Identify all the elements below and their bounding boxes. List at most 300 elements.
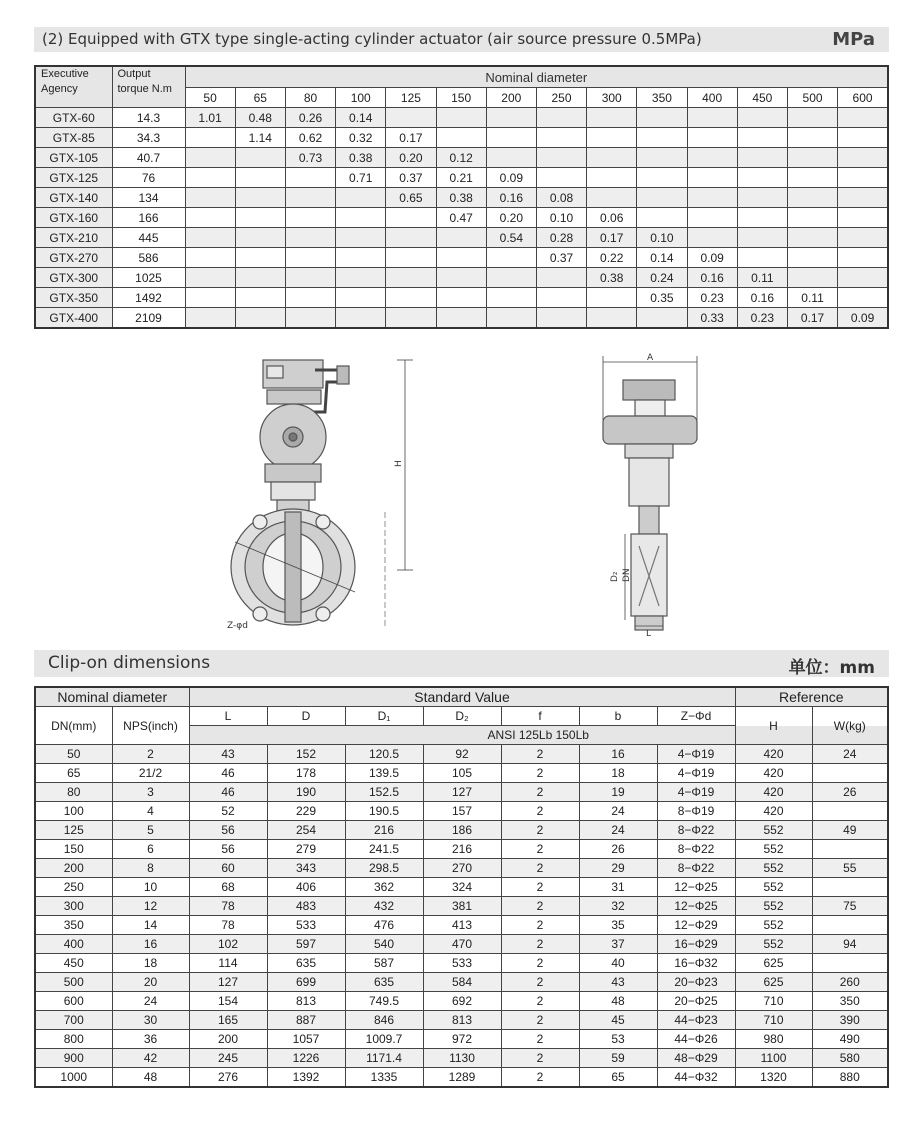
torque-value-cell: 0.65	[386, 188, 436, 208]
torque-value-cell	[436, 268, 486, 288]
torque-value-cell: 0.23	[687, 288, 737, 308]
torque-value-cell: 0.38	[587, 268, 637, 288]
dim-label-h: H	[394, 460, 404, 467]
torque-value-cell: 0.71	[336, 168, 386, 188]
dimension-cell: 2	[501, 840, 579, 859]
torque-value-cell	[787, 168, 837, 188]
diameter-col: 50	[185, 88, 235, 108]
dimension-cell: 1226	[267, 1049, 345, 1068]
dimension-cell: 165	[189, 1011, 267, 1030]
dimension-cell: 56	[189, 821, 267, 840]
torque-value-cell	[637, 108, 687, 128]
table-row	[35, 821, 888, 840]
dimension-cell: 190	[267, 783, 345, 802]
table-row	[35, 208, 888, 228]
dimension-cell: 92	[423, 745, 501, 764]
diameter-col: 500	[787, 88, 837, 108]
dimension-cell: 14	[112, 916, 189, 935]
dimension-cell: 127	[423, 783, 501, 802]
col-executive-agency: Executive Agency	[35, 66, 112, 108]
dimension-cell: 2	[501, 954, 579, 973]
dimension-cell: 78	[189, 916, 267, 935]
torque-cell: 40.7	[112, 148, 185, 168]
torque-value-cell	[787, 268, 837, 288]
torque-value-cell	[687, 228, 737, 248]
dimension-cell: 31	[579, 878, 657, 897]
torque-value-cell	[787, 208, 837, 228]
dimension-cell: 2	[501, 1068, 579, 1088]
torque-value-cell	[386, 228, 436, 248]
torque-value-cell: 0.14	[637, 248, 687, 268]
torque-value-cell	[838, 288, 888, 308]
table-row	[35, 308, 888, 329]
torque-value-cell	[787, 108, 837, 128]
dimension-cell: 52	[189, 802, 267, 821]
torque-value-cell: 0.24	[637, 268, 687, 288]
actuator-torque-table	[34, 65, 889, 329]
torque-value-cell	[185, 308, 235, 329]
torque-value-cell	[185, 168, 235, 188]
torque-value-cell	[838, 268, 888, 288]
torque-value-cell	[838, 168, 888, 188]
nominal-diameter-header: Nominal diameter	[185, 66, 888, 88]
dimension-cell: 43	[579, 973, 657, 992]
dimension-cell: 4	[112, 802, 189, 821]
dimension-cell: 470	[423, 935, 501, 954]
dimension-cell: 635	[267, 954, 345, 973]
torque-value-cell	[185, 128, 235, 148]
dimension-cell: 1130	[423, 1049, 501, 1068]
dimension-cell: 65	[35, 764, 112, 783]
torque-value-cell	[235, 168, 285, 188]
table-row	[35, 878, 888, 897]
torque-value-cell: 0.54	[486, 228, 536, 248]
std-col-header: f	[501, 707, 579, 726]
dimension-cell: 20−Φ23	[657, 973, 735, 992]
torque-value-cell	[687, 128, 737, 148]
table-row	[35, 764, 888, 783]
diameter-col: 250	[536, 88, 586, 108]
torque-value-cell: 0.20	[386, 148, 436, 168]
table-row	[35, 128, 888, 148]
dimension-cell: 75	[812, 897, 888, 916]
dimension-cell: 420	[735, 764, 812, 783]
dimension-cell: 324	[423, 878, 501, 897]
torque-value-cell: 0.11	[737, 268, 787, 288]
dimension-cell: 12−Φ25	[657, 878, 735, 897]
torque-value-cell: 1.14	[235, 128, 285, 148]
torque-value-cell	[486, 288, 536, 308]
torque-value-cell	[235, 268, 285, 288]
torque-value-cell	[587, 108, 637, 128]
table-row	[35, 1011, 888, 1030]
dimension-cell: 8−Φ22	[657, 859, 735, 878]
std-col-header: Z−Φd	[657, 707, 735, 726]
torque-value-cell	[235, 208, 285, 228]
torque-value-cell: 0.16	[486, 188, 536, 208]
torque-value-cell	[687, 108, 737, 128]
table-row	[35, 954, 888, 973]
dimension-cell: 476	[345, 916, 423, 935]
dimension-cell: 584	[423, 973, 501, 992]
torque-cell: 34.3	[112, 128, 185, 148]
torque-value-cell	[687, 148, 737, 168]
dimension-cell: 30	[112, 1011, 189, 1030]
dimension-cell: 533	[267, 916, 345, 935]
torque-value-cell: 0.33	[687, 308, 737, 329]
torque-value-cell	[235, 148, 285, 168]
dimension-cell: 400	[35, 935, 112, 954]
dimension-cell: 692	[423, 992, 501, 1011]
torque-value-cell: 0.73	[285, 148, 335, 168]
model-cell: GTX-140	[35, 188, 112, 208]
section-header-actuator	[34, 27, 889, 52]
torque-value-cell: 0.22	[587, 248, 637, 268]
torque-value-cell	[386, 268, 436, 288]
torque-value-cell	[285, 208, 335, 228]
torque-value-cell	[587, 148, 637, 168]
dimension-cell: 2	[501, 935, 579, 954]
torque-value-cell	[386, 308, 436, 329]
dimension-cell: 1320	[735, 1068, 812, 1088]
dimension-cell: 8−Φ19	[657, 802, 735, 821]
dimension-cell: 4−Φ19	[657, 783, 735, 802]
torque-value-cell	[185, 268, 235, 288]
dimension-cell: 2	[501, 764, 579, 783]
model-cell: GTX-105	[35, 148, 112, 168]
dimension-cell: 597	[267, 935, 345, 954]
dimension-cell: 152	[267, 745, 345, 764]
dimension-cell: 362	[345, 878, 423, 897]
dimension-cell: 59	[579, 1049, 657, 1068]
torque-value-cell	[436, 108, 486, 128]
dimension-cell: 1335	[345, 1068, 423, 1088]
dimension-cell: 216	[423, 840, 501, 859]
torque-value-cell	[436, 228, 486, 248]
torque-value-cell	[536, 288, 586, 308]
torque-value-cell	[587, 188, 637, 208]
table-row	[35, 935, 888, 954]
torque-cell: 14.3	[112, 108, 185, 128]
dimension-cell: 350	[812, 992, 888, 1011]
dimension-cell: 42	[112, 1049, 189, 1068]
dimension-cell: 490	[812, 1030, 888, 1049]
torque-cell: 1492	[112, 288, 185, 308]
table-row	[35, 288, 888, 308]
torque-value-cell	[185, 188, 235, 208]
torque-value-cell	[536, 308, 586, 329]
diameter-col: 100	[336, 88, 386, 108]
dimension-cell	[812, 764, 888, 783]
dimension-cell: 8−Φ22	[657, 821, 735, 840]
dimension-cell: 813	[267, 992, 345, 1011]
dimension-cell: 420	[735, 802, 812, 821]
dimension-cell: 56	[189, 840, 267, 859]
dimension-cell: 114	[189, 954, 267, 973]
torque-cell: 586	[112, 248, 185, 268]
torque-value-cell	[587, 288, 637, 308]
dimension-cell: 552	[735, 859, 812, 878]
torque-cell: 134	[112, 188, 185, 208]
dimension-cell	[812, 878, 888, 897]
torque-value-cell	[336, 308, 386, 329]
torque-value-cell	[838, 228, 888, 248]
dimension-cell: 846	[345, 1011, 423, 1030]
torque-value-cell	[386, 208, 436, 228]
dimension-cell: 24	[112, 992, 189, 1011]
torque-value-cell	[687, 168, 737, 188]
table-row	[35, 228, 888, 248]
section-title: (2) Equipped with GTX type single-acting cylinder actuator (air source pressure 0.5MPa)	[42, 30, 702, 48]
dimension-cell: 420	[735, 783, 812, 802]
torque-value-cell	[737, 148, 787, 168]
dimension-cell: 20	[112, 973, 189, 992]
dimension-cell: 29	[579, 859, 657, 878]
dimension-cell: 2	[501, 973, 579, 992]
torque-value-cell	[285, 228, 335, 248]
torque-value-cell	[637, 308, 687, 329]
dimension-cell: 2	[501, 802, 579, 821]
dimension-cell: 483	[267, 897, 345, 916]
torque-value-cell: 0.38	[336, 148, 386, 168]
dimension-cell: 245	[189, 1049, 267, 1068]
dimension-cell: 102	[189, 935, 267, 954]
dimension-cell: 55	[812, 859, 888, 878]
col-dn: DN(mm)	[35, 707, 112, 745]
dimension-cell: 3	[112, 783, 189, 802]
dimension-cell: 40	[579, 954, 657, 973]
dimension-cell: 157	[423, 802, 501, 821]
dimension-cell: 80	[35, 783, 112, 802]
dim-label-d2: D₂	[610, 571, 620, 582]
torque-value-cell	[838, 128, 888, 148]
dimension-cell: 18	[112, 954, 189, 973]
torque-value-cell	[536, 108, 586, 128]
model-cell: GTX-60	[35, 108, 112, 128]
dimension-cell: 12−Φ25	[657, 897, 735, 916]
torque-value-cell	[336, 208, 386, 228]
dimension-cell: 552	[735, 935, 812, 954]
torque-value-cell	[436, 308, 486, 329]
dimension-cell: 2	[501, 1011, 579, 1030]
diameter-col: 150	[436, 88, 486, 108]
torque-value-cell: 0.17	[587, 228, 637, 248]
table-row	[35, 897, 888, 916]
valve-front-drawing	[215, 352, 425, 637]
dimension-cell: 2	[112, 745, 189, 764]
torque-value-cell	[285, 288, 335, 308]
torque-value-cell	[737, 208, 787, 228]
torque-value-cell: 0.20	[486, 208, 536, 228]
dimension-cell: 127	[189, 973, 267, 992]
diameter-col: 450	[737, 88, 787, 108]
dimension-cell: 540	[345, 935, 423, 954]
dimension-cell: 4−Φ19	[657, 764, 735, 783]
dim-label-a: A	[647, 353, 654, 363]
torque-value-cell	[185, 208, 235, 228]
table-row	[35, 248, 888, 268]
torque-value-cell	[787, 188, 837, 208]
torque-value-cell	[787, 228, 837, 248]
nominal-diameter-header: Nominal diameter	[35, 687, 189, 707]
dimension-cell: 21/2	[112, 764, 189, 783]
dimension-cell: 16−Φ29	[657, 935, 735, 954]
dimension-cell: 1009.7	[345, 1030, 423, 1049]
dimension-cell: 2	[501, 992, 579, 1011]
torque-value-cell: 0.37	[536, 248, 586, 268]
dimension-cell: 46	[189, 764, 267, 783]
diameter-col: 400	[687, 88, 737, 108]
dimension-cell: 450	[35, 954, 112, 973]
torque-value-cell	[336, 248, 386, 268]
dimension-cell: 65	[579, 1068, 657, 1088]
torque-value-cell	[235, 288, 285, 308]
dimension-cell: 552	[735, 897, 812, 916]
dimension-cell: 2	[501, 1030, 579, 1049]
unit-label: 单位：mm	[788, 658, 875, 678]
model-cell: GTX-160	[35, 208, 112, 228]
torque-cell: 2109	[112, 308, 185, 329]
dimension-cell: 44−Φ26	[657, 1030, 735, 1049]
dimension-cell: 152.5	[345, 783, 423, 802]
dimension-cell: 749.5	[345, 992, 423, 1011]
dimension-cell: 60	[189, 859, 267, 878]
torque-value-cell	[838, 248, 888, 268]
clipon-dimensions-table	[34, 686, 889, 1088]
torque-value-cell: 0.16	[737, 288, 787, 308]
dimension-cell: 105	[423, 764, 501, 783]
torque-value-cell	[436, 248, 486, 268]
dimension-cell: 1100	[735, 1049, 812, 1068]
torque-value-cell	[386, 288, 436, 308]
dimension-cell: 24	[579, 802, 657, 821]
dimension-cell: 26	[579, 840, 657, 859]
torque-value-cell	[637, 208, 687, 228]
torque-value-cell	[185, 228, 235, 248]
diameter-col: 300	[587, 88, 637, 108]
torque-value-cell	[185, 288, 235, 308]
diameter-col: 125	[386, 88, 436, 108]
torque-value-cell: 0.17	[787, 308, 837, 329]
torque-value-cell	[285, 188, 335, 208]
dimension-cell: 120.5	[345, 745, 423, 764]
dimension-cell: 68	[189, 878, 267, 897]
dimension-cell: 20−Φ25	[657, 992, 735, 1011]
table-row	[35, 840, 888, 859]
dimension-cell: 50	[35, 745, 112, 764]
torque-value-cell: 0.06	[587, 208, 637, 228]
torque-value-cell	[536, 268, 586, 288]
dimension-cell: 154	[189, 992, 267, 1011]
torque-value-cell	[285, 168, 335, 188]
torque-value-cell	[737, 188, 787, 208]
dimension-cell: 2	[501, 897, 579, 916]
diameter-col: 200	[486, 88, 536, 108]
dimension-cell: 4−Φ19	[657, 745, 735, 764]
dimension-cell: 552	[735, 821, 812, 840]
dimension-cell: 125	[35, 821, 112, 840]
table-row	[35, 1068, 888, 1088]
dimension-cell: 100	[35, 802, 112, 821]
dimension-cell: 813	[423, 1011, 501, 1030]
model-cell: GTX-210	[35, 228, 112, 248]
dimension-cell: 298.5	[345, 859, 423, 878]
table-row	[35, 916, 888, 935]
model-cell: GTX-125	[35, 168, 112, 188]
dimension-cell: 32	[579, 897, 657, 916]
table-row	[35, 859, 888, 878]
torque-value-cell: 0.09	[838, 308, 888, 329]
torque-value-cell: 0.11	[787, 288, 837, 308]
dimension-cell: 186	[423, 821, 501, 840]
dimension-cell: 250	[35, 878, 112, 897]
torque-value-cell: 0.17	[386, 128, 436, 148]
dimension-cell: 300	[35, 897, 112, 916]
dimension-cell: 150	[35, 840, 112, 859]
torque-value-cell	[336, 288, 386, 308]
std-col-header: L	[189, 707, 267, 726]
model-cell: GTX-350	[35, 288, 112, 308]
dimension-cell: 587	[345, 954, 423, 973]
torque-value-cell	[436, 288, 486, 308]
torque-value-cell	[235, 308, 285, 329]
dimension-cell: 26	[812, 783, 888, 802]
torque-value-cell	[737, 228, 787, 248]
model-cell: GTX-270	[35, 248, 112, 268]
dimension-cell: 552	[735, 840, 812, 859]
model-cell: GTX-400	[35, 308, 112, 329]
dimension-cell: 139.5	[345, 764, 423, 783]
dimension-cell: 260	[812, 973, 888, 992]
dimension-cell: 1057	[267, 1030, 345, 1049]
dimension-cell: 16	[579, 745, 657, 764]
dimension-cell: 6	[112, 840, 189, 859]
torque-value-cell	[787, 248, 837, 268]
torque-value-cell: 0.14	[336, 108, 386, 128]
std-col-header: D₁	[345, 707, 423, 726]
dimension-cell: 2	[501, 783, 579, 802]
dimension-cell: 552	[735, 878, 812, 897]
dimension-cell	[812, 840, 888, 859]
torque-value-cell	[336, 268, 386, 288]
dimension-cell: 406	[267, 878, 345, 897]
diameter-col: 350	[637, 88, 687, 108]
dimension-cell: 48	[579, 992, 657, 1011]
torque-value-cell: 0.28	[536, 228, 586, 248]
torque-value-cell	[536, 168, 586, 188]
table-row	[35, 148, 888, 168]
dimension-cell: 625	[735, 954, 812, 973]
section-header-clipon	[34, 650, 889, 677]
dimension-cell: 2	[501, 1049, 579, 1068]
dimension-cell: 500	[35, 973, 112, 992]
reference-header: Reference	[735, 687, 888, 707]
dimension-cell: 1392	[267, 1068, 345, 1088]
dimension-cell: 1289	[423, 1068, 501, 1088]
dimension-cell: 432	[345, 897, 423, 916]
dimension-cell: 710	[735, 1011, 812, 1030]
dimension-cell: 216	[345, 821, 423, 840]
torque-value-cell	[235, 228, 285, 248]
dimension-cell: 45	[579, 1011, 657, 1030]
col-output-torque: Output torque N.m	[112, 66, 185, 108]
table-row	[35, 108, 888, 128]
dimension-cell: 390	[812, 1011, 888, 1030]
ref-col-header: H	[735, 707, 812, 745]
dimension-cell: 635	[345, 973, 423, 992]
torque-cell: 445	[112, 228, 185, 248]
dimension-cell: 413	[423, 916, 501, 935]
